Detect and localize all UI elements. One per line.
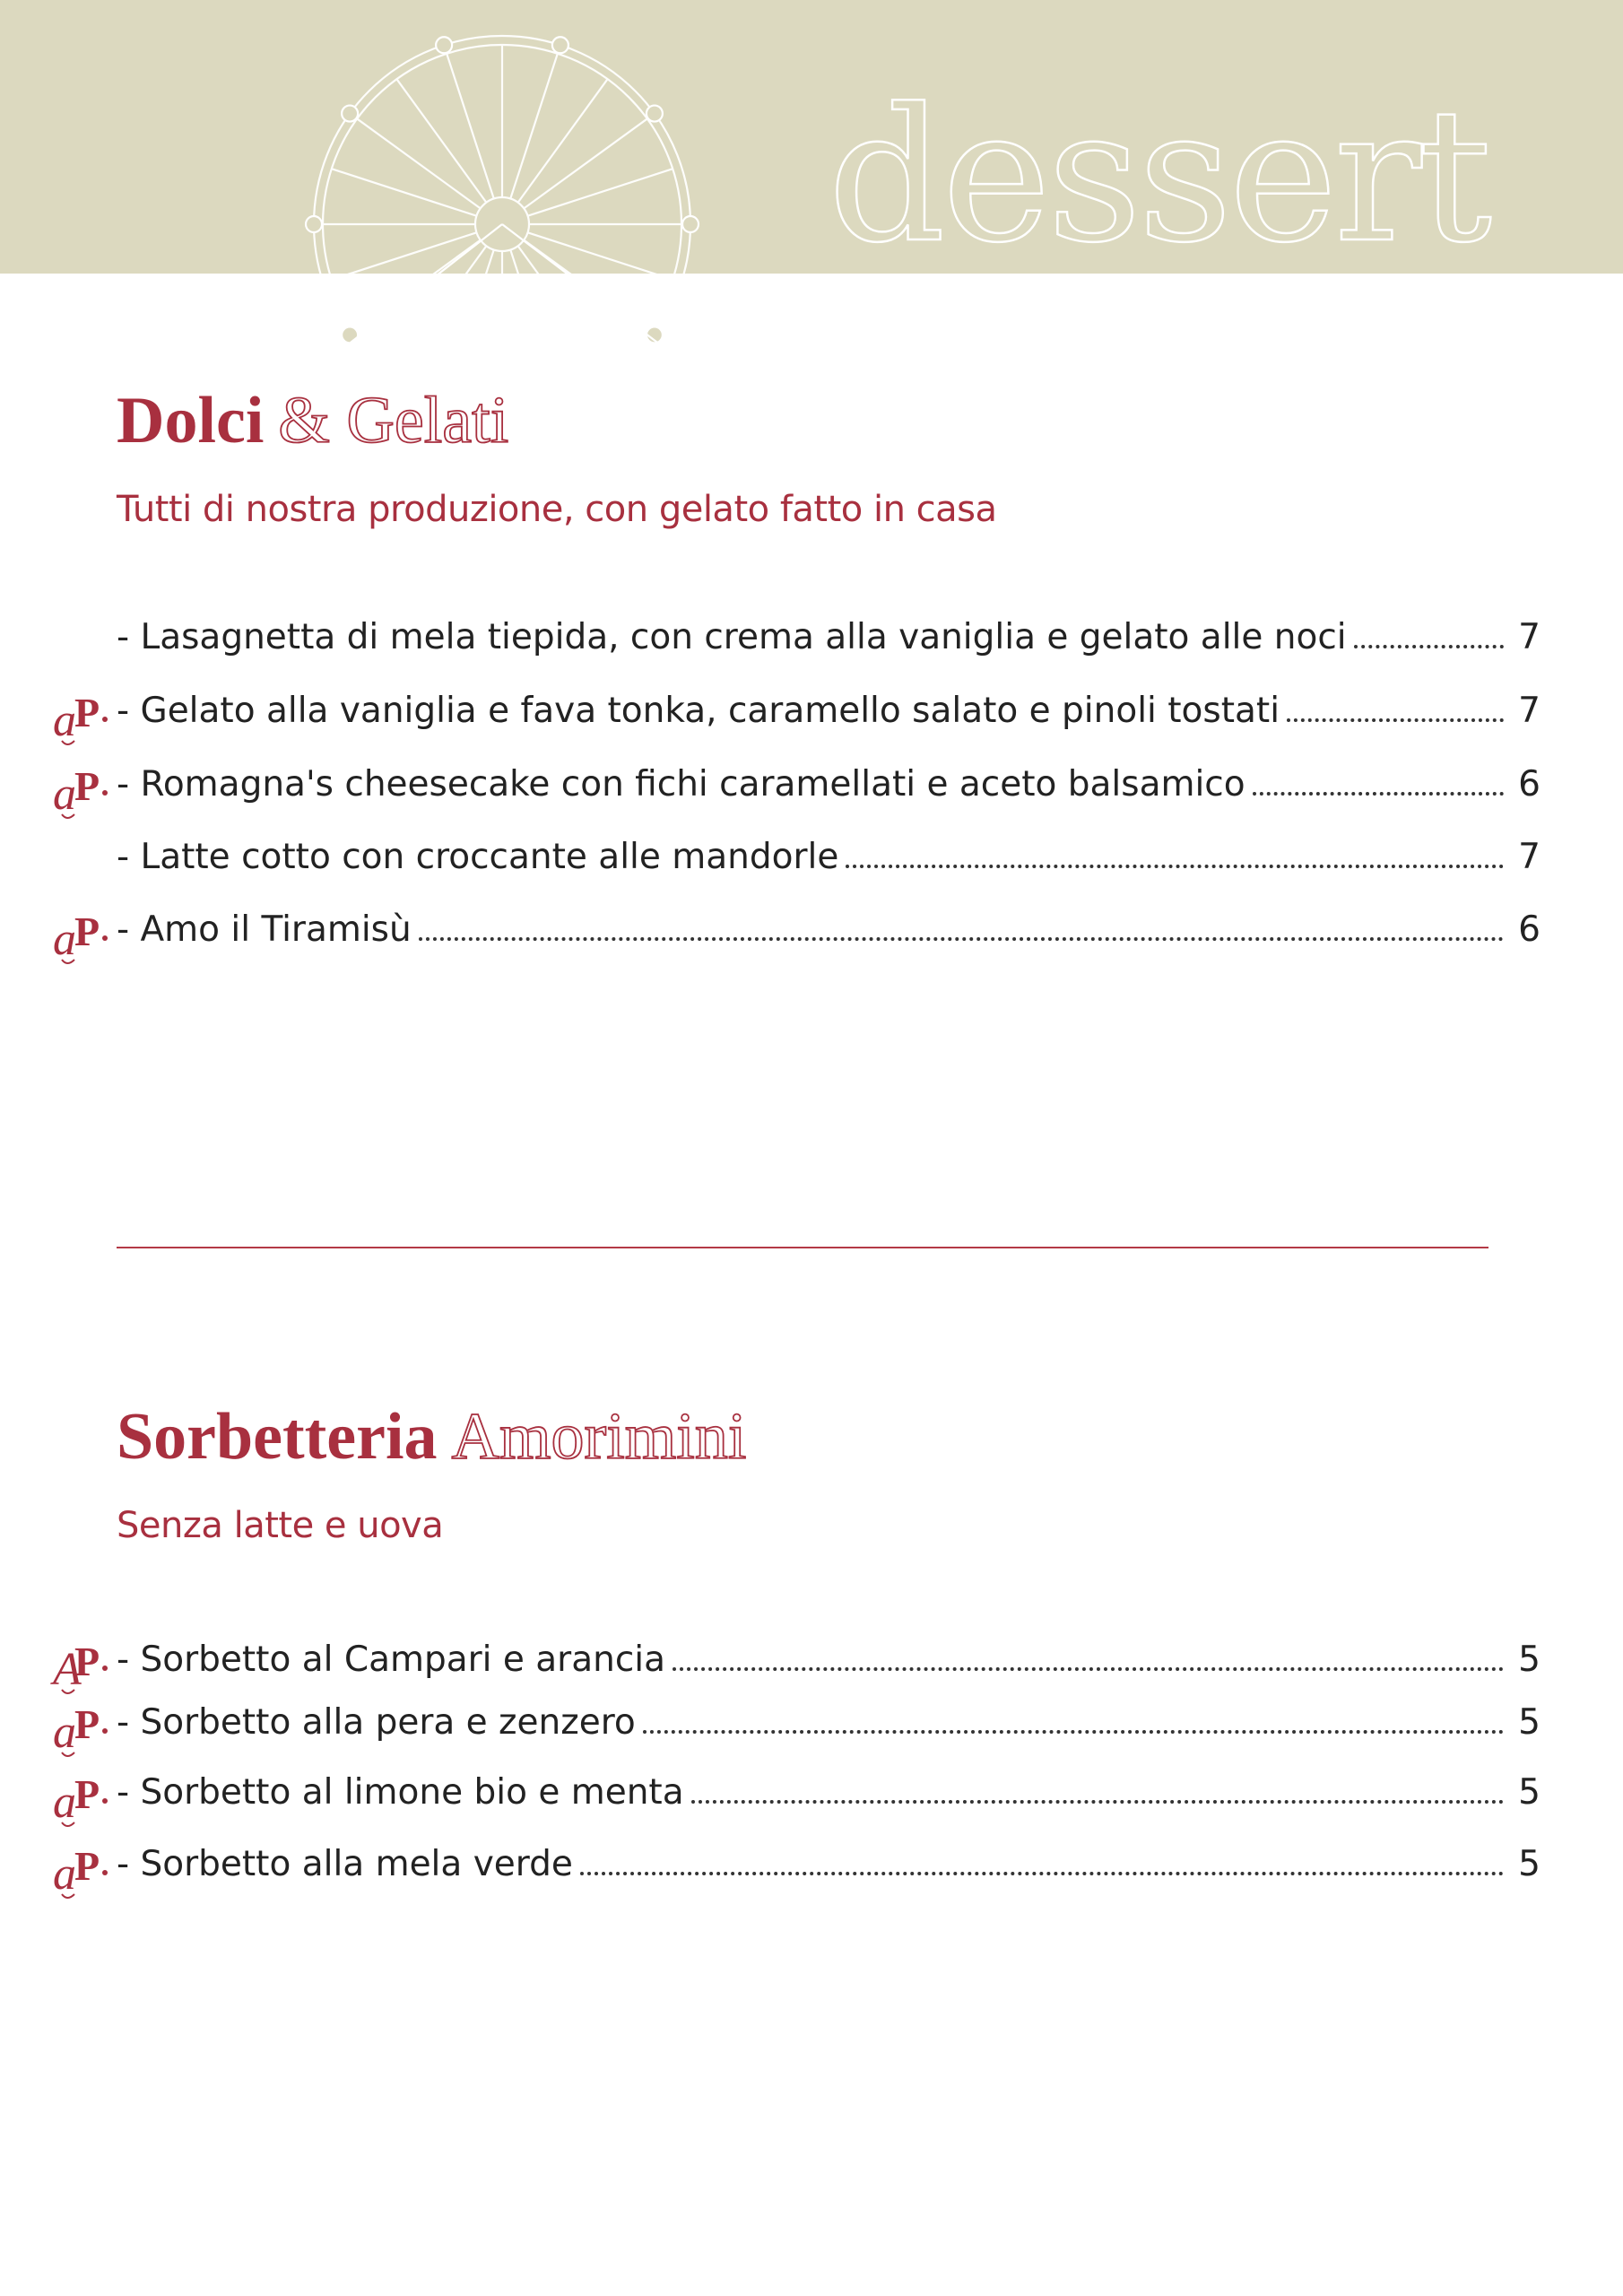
dot-leader bbox=[643, 1730, 1504, 1734]
ap-monogram-icon bbox=[49, 906, 112, 969]
menu-item-name: - Sorbetto alla pera e zenzero bbox=[117, 1702, 636, 1743]
section-title-outline: Amorimini bbox=[451, 1400, 747, 1474]
svg-text:a: a bbox=[53, 695, 76, 746]
menu-item-line bbox=[117, 1702, 1541, 1743]
svg-text:a: a bbox=[53, 1777, 76, 1828]
dot-leader bbox=[580, 1872, 1504, 1875]
menu-item-name: - Amo il Tiramisù bbox=[117, 909, 412, 950]
svg-text:a: a bbox=[53, 769, 76, 820]
section-title-bold: Sorbetteria bbox=[117, 1400, 438, 1474]
menu-item-price: 5 bbox=[1518, 1702, 1541, 1743]
section-title-outline: & Gelati bbox=[278, 384, 509, 457]
svg-text:a: a bbox=[53, 1848, 76, 1900]
menu-item-name: - Latte cotto con croccante alle mandorle bbox=[117, 837, 839, 877]
menu-item bbox=[0, 1765, 1623, 1839]
menu-item bbox=[0, 610, 1623, 683]
svg-text:P: P bbox=[74, 909, 100, 954]
menu-item bbox=[0, 757, 1623, 831]
section-divider bbox=[117, 1247, 1488, 1248]
menu-item bbox=[0, 1837, 1623, 1910]
menu-item-line bbox=[117, 1844, 1541, 1884]
menu-item bbox=[0, 902, 1623, 976]
section-subtitle-sorbetteria: Senza latte e uova bbox=[117, 1505, 444, 1546]
menu-item-line bbox=[117, 691, 1541, 731]
svg-text:P: P bbox=[74, 1771, 100, 1817]
svg-text:A: A bbox=[53, 1644, 82, 1695]
svg-text:P: P bbox=[74, 690, 100, 735]
menu-item bbox=[0, 830, 1623, 903]
page-title: dessert bbox=[828, 70, 1488, 283]
svg-text:a: a bbox=[53, 1707, 76, 1758]
dot-leader bbox=[673, 1667, 1504, 1671]
ap-monogram-icon bbox=[49, 687, 112, 750]
dot-leader bbox=[1287, 718, 1504, 722]
dot-leader bbox=[1253, 792, 1505, 796]
dot-leader bbox=[419, 937, 1504, 941]
menu-item-line bbox=[117, 909, 1541, 950]
dot-leader bbox=[846, 865, 1504, 868]
section-title-sorbetteria bbox=[117, 1400, 747, 1474]
menu-item bbox=[0, 1695, 1623, 1769]
menu-item-name: - Sorbetto al Campari e arancia bbox=[117, 1639, 666, 1680]
menu-item-price: 5 bbox=[1518, 1844, 1541, 1884]
menu-item-name: - Romagna's cheesecake con fichi caramellati e aceto balsamico bbox=[117, 764, 1245, 804]
menu-item-price: 7 bbox=[1518, 837, 1541, 877]
menu-item-price: 6 bbox=[1518, 764, 1541, 804]
menu-item-line bbox=[117, 1772, 1541, 1813]
svg-text:P: P bbox=[74, 763, 100, 809]
ferris-wheel-icon bbox=[269, 18, 771, 368]
dot-leader bbox=[1354, 645, 1505, 648]
svg-text:P: P bbox=[74, 1639, 100, 1684]
menu-item-price: 7 bbox=[1518, 617, 1541, 657]
ap-monogram-alt-icon bbox=[49, 1636, 112, 1699]
ap-monogram-icon bbox=[49, 1699, 112, 1761]
svg-text:P: P bbox=[74, 1843, 100, 1889]
menu-item-name: - Sorbetto al limone bio e menta bbox=[117, 1772, 684, 1813]
ap-monogram-icon bbox=[49, 1769, 112, 1831]
menu-item-price: 5 bbox=[1518, 1639, 1541, 1680]
menu-item-line bbox=[117, 617, 1541, 657]
svg-text:a: a bbox=[53, 914, 76, 965]
ap-monogram-icon bbox=[49, 761, 112, 823]
section-subtitle-dolci: Tutti di nostra produzione, con gelato fatto in casa bbox=[117, 489, 997, 530]
menu-item-line bbox=[117, 764, 1541, 804]
menu-item-line bbox=[117, 837, 1541, 877]
dot-leader bbox=[691, 1800, 1505, 1804]
menu-item-name: - Sorbetto alla mela verde bbox=[117, 1844, 573, 1884]
menu-item-name: - Gelato alla vaniglia e fava tonka, caramello salato e pinoli tostati bbox=[117, 691, 1280, 731]
section-title-bold: Dolci bbox=[117, 384, 265, 457]
menu-item-name: - Lasagnetta di mela tiepida, con crema alla vaniglia e gelato alle noci bbox=[117, 617, 1347, 657]
menu-item-price: 7 bbox=[1518, 691, 1541, 731]
section-title-dolci bbox=[117, 384, 509, 457]
menu-item-price: 5 bbox=[1518, 1772, 1541, 1813]
ap-monogram-icon bbox=[49, 1840, 112, 1903]
menu-item bbox=[0, 683, 1623, 757]
menu-item-line bbox=[117, 1639, 1541, 1680]
svg-text:P: P bbox=[74, 1701, 100, 1747]
menu-item-price: 6 bbox=[1518, 909, 1541, 950]
